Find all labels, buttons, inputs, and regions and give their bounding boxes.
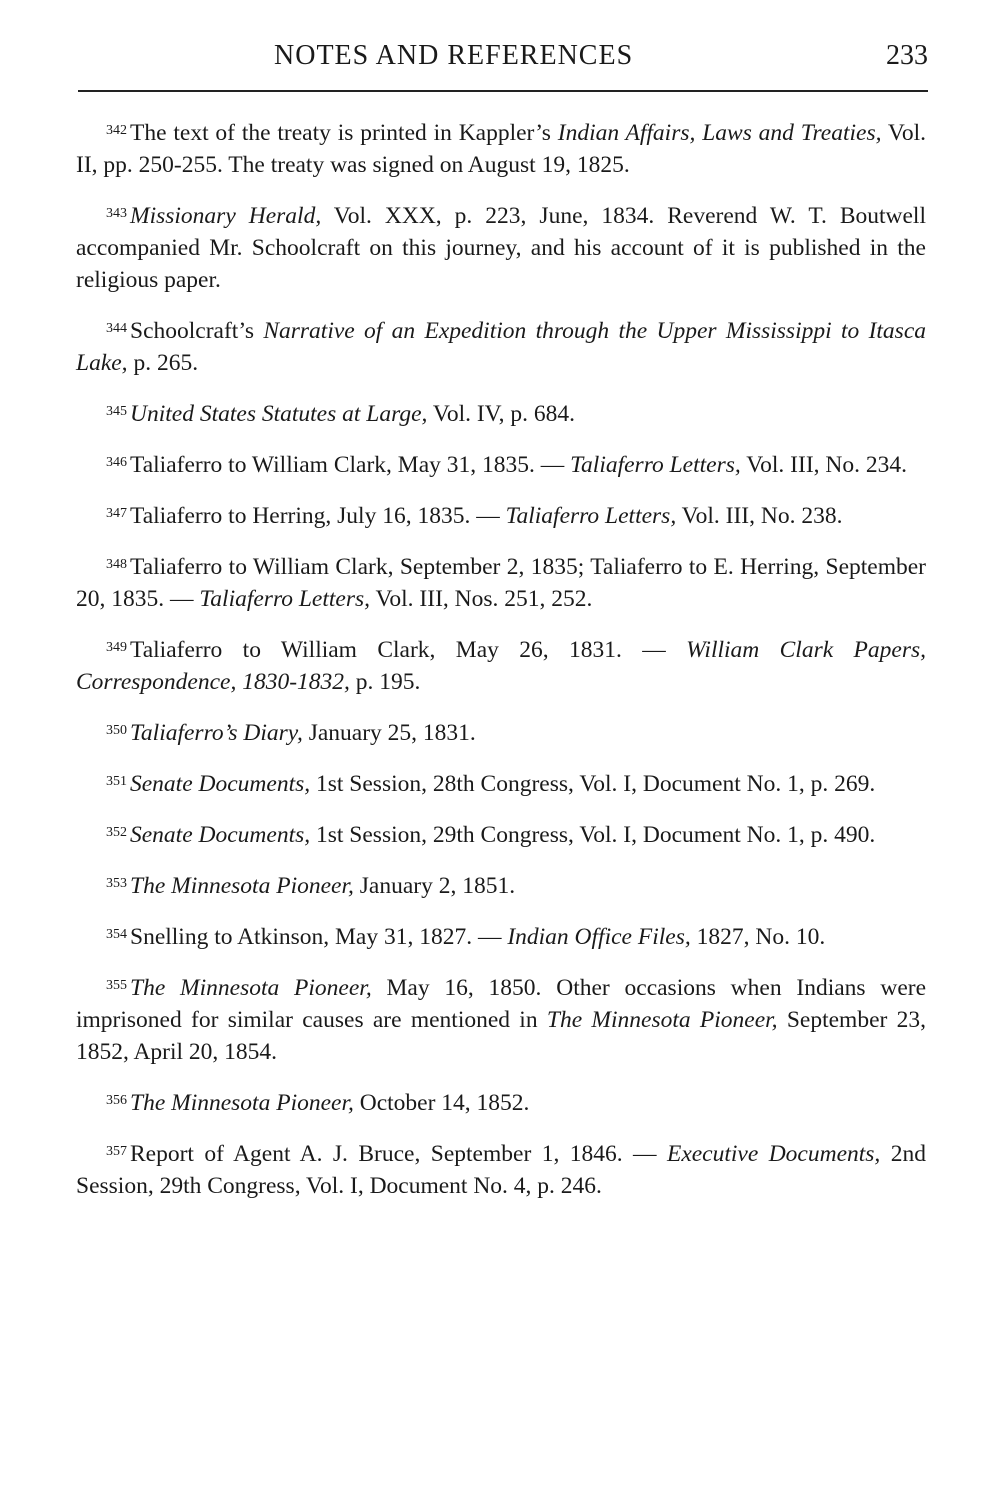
footnote-title: Narrative of an Expedition through the Upper Mississippi to Itasca Lake, xyxy=(76,318,926,376)
running-head: NOTES AND REFERENCES xyxy=(274,40,634,71)
footnote-title: Executive Documents, xyxy=(666,1141,881,1167)
footnote xyxy=(76,1136,926,1202)
footnote-text: 1st Session, 28th Congress, Vol. I, Document No. 1, p. 269. xyxy=(310,771,876,797)
footnote-text: Snelling to Atkinson, May 31, 1827. — xyxy=(130,924,508,950)
footnote-title: William Clark Papers, Correspondence, 1830-1832, xyxy=(76,637,926,695)
footnote xyxy=(76,313,926,379)
footnote-number: 342 xyxy=(106,123,127,138)
footnote-text: January 2, 1851. xyxy=(353,873,516,899)
footnote-text: Report of Agent A. J. Bruce, September 1, 1846. — xyxy=(130,1141,667,1167)
footnote-text: Vol. IV, p. 684. xyxy=(427,401,576,427)
footnote xyxy=(76,549,926,615)
footnote-number: 351 xyxy=(106,774,127,789)
footnote-number: 343 xyxy=(106,206,127,221)
footnote-number: 345 xyxy=(106,404,127,419)
footnote-text: Vol. III, Nos. 251, 252. xyxy=(370,586,593,612)
footnote-text: May 16, 1850. Other occasions when Indians were imprisoned for similar causes are mentioned in xyxy=(76,975,927,1033)
footnote-title: United States Statutes at Large, xyxy=(130,401,428,427)
footnote-number: 347 xyxy=(106,506,127,521)
footnote xyxy=(76,817,926,851)
footnote-title: The Minnesota Pioneer, xyxy=(130,873,354,899)
footnote-text: Vol. II, pp. 250-255. The treaty was signed on August 19, 1825. xyxy=(76,120,926,178)
footnote-text: Vol. XXX, p. 223, June, 1834. Reverend W. T. Boutwell accompanied Mr. Schoolcraft on this journey, and his account of it is published in the religious paper. xyxy=(76,203,926,293)
footnote-number: 356 xyxy=(106,1093,127,1108)
page-header xyxy=(78,40,928,80)
footnote-text: 1827, No. 10. xyxy=(690,924,826,950)
footnote-text: p. 195. xyxy=(349,669,421,695)
footnote-text: 2nd Session, 29th Congress, Vol. I, Document No. 4, p. 246. xyxy=(76,1141,926,1199)
footnote-number: 355 xyxy=(106,978,127,993)
footnote-text: The text of the treaty is printed in Kappler’s xyxy=(130,120,558,146)
footnote-number: 349 xyxy=(106,640,127,655)
footnote xyxy=(76,868,926,902)
footnote-text: Vol. III, No. 234. xyxy=(740,452,908,478)
footnote-number: 357 xyxy=(106,1144,127,1159)
footnote-text: 1st Session, 29th Congress, Vol. I, Document No. 1, p. 490. xyxy=(310,822,876,848)
footnote xyxy=(76,198,926,296)
footnote xyxy=(76,632,926,698)
footnote-number: 346 xyxy=(106,455,127,470)
footnote-number: 348 xyxy=(106,557,127,572)
footnote-title: Taliaferro’s Diary, xyxy=(130,720,303,746)
footnote-text: Taliaferro to William Clark, May 31, 1835. — xyxy=(130,452,571,478)
footnote-number: 344 xyxy=(106,321,127,336)
footnote-title: The Minnesota Pioneer, xyxy=(130,1090,354,1116)
footnote-text: Taliaferro to Herring, July 16, 1835. — xyxy=(130,503,506,529)
footnote-title: Indian Office Files, xyxy=(507,924,691,950)
footnote-text: January 25, 1831. xyxy=(302,720,476,746)
footnote-title: Senate Documents, xyxy=(130,771,311,797)
header-rule xyxy=(78,90,928,92)
footnote-text: Taliaferro to William Clark, September 2, 1835; Taliaferro to E. Herring, September 20, 1835. — xyxy=(76,554,926,612)
footnote-text: p. 265. xyxy=(127,350,199,376)
footnote-title: Taliaferro Letters, xyxy=(505,503,677,529)
notes-list xyxy=(76,115,926,1219)
footnote-title: Taliaferro Letters, xyxy=(199,586,371,612)
footnote-title: Indian Affairs, Laws and Treaties, xyxy=(557,120,882,146)
footnote-title: Taliaferro Letters, xyxy=(570,452,741,478)
footnote xyxy=(76,715,926,749)
footnote xyxy=(76,919,926,953)
footnote-number: 350 xyxy=(106,723,127,738)
footnote-text: Taliaferro to William Clark, May 26, 1831. — xyxy=(130,637,687,663)
footnote-text: October 14, 1852. xyxy=(353,1090,530,1116)
footnote-title: Missionary Herald, xyxy=(130,203,322,229)
page-number: 233 xyxy=(886,40,928,71)
footnote xyxy=(76,970,926,1068)
footnote-text: Vol. III, No. 238. xyxy=(676,503,843,529)
footnote xyxy=(76,115,926,181)
footnote-title: The Minnesota Pioneer, xyxy=(130,975,372,1001)
footnote-title: The Minnesota Pioneer, xyxy=(546,1007,778,1033)
footnote-number: 353 xyxy=(106,876,127,891)
footnote-text: September 23, 1852, April 20, 1854. xyxy=(76,1007,926,1065)
footnote xyxy=(76,396,926,430)
footnote xyxy=(76,766,926,800)
footnote-title: Senate Documents, xyxy=(130,822,311,848)
footnote-text: Schoolcraft’s xyxy=(130,318,264,344)
footnote-number: 354 xyxy=(106,927,127,942)
footnote xyxy=(76,447,926,481)
footnote xyxy=(76,498,926,532)
footnote xyxy=(76,1085,926,1119)
footnote-number: 352 xyxy=(106,825,127,840)
